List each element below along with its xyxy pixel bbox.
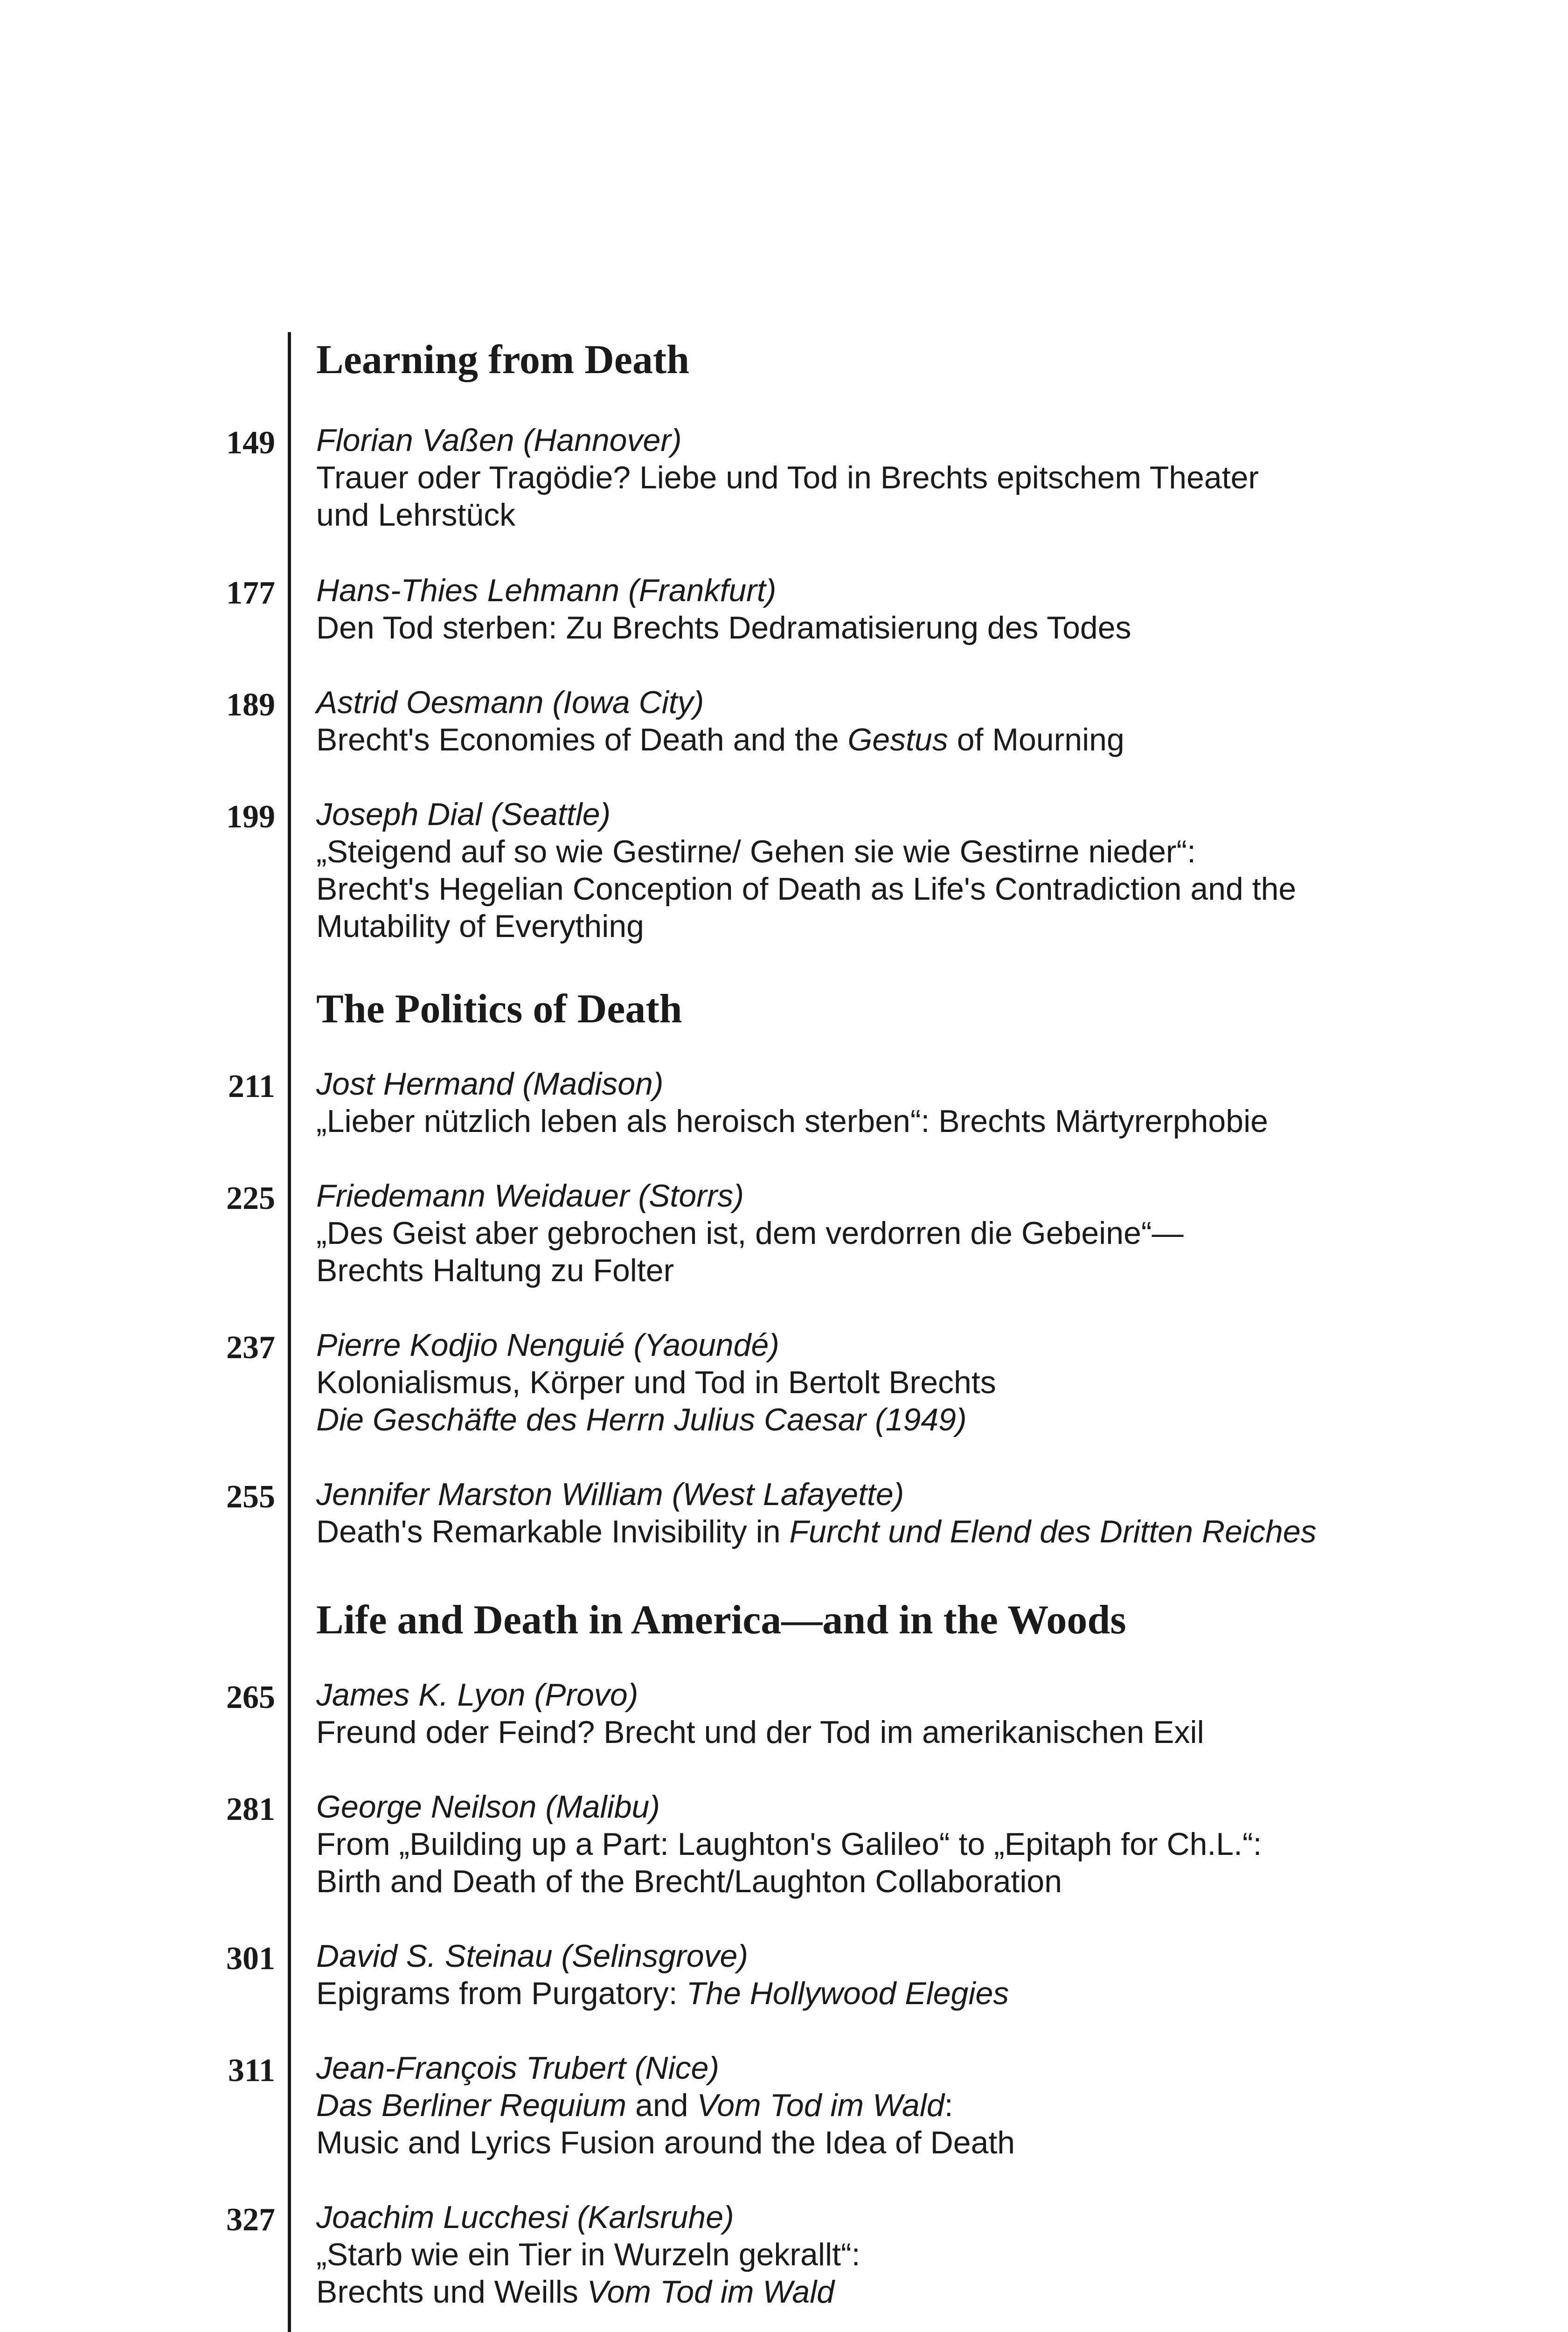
toc-entry <box>316 796 1510 945</box>
page-number: 255 <box>226 1479 275 1515</box>
toc-entry <box>316 422 1510 534</box>
page-number: 199 <box>226 799 275 835</box>
entry-title-line: Brecht's Hegelian Conception of Death as Life's Contradiction and the <box>316 871 1297 907</box>
entry-title-line: „Des Geist aber gebrochen ist, dem verdorren die Gebeine“— <box>316 1215 1184 1251</box>
entry-author: Hans-Thies Lehmann (Frankfurt) <box>316 573 777 608</box>
page-number: 225 <box>226 1180 275 1216</box>
entry-title-line: Epigrams from Purgatory: The Hollywood Elegies <box>316 1976 1009 2011</box>
toc-entry <box>316 1676 1510 1751</box>
entry-title-line: Den Tod sterben: Zu Brechts Dedramatisierung des Todes <box>316 610 1131 645</box>
entry-author: Jennifer Marston William (West Lafayette) <box>316 1477 904 1512</box>
entry-author: George Neilson (Malibu) <box>316 1789 660 1825</box>
entry-title-line: Mutability of Everything <box>316 909 644 944</box>
page-number: 237 <box>226 1330 275 1366</box>
entry-title-line: Music and Lyrics Fusion around the Idea of Death <box>316 2125 1015 2160</box>
page-number: 327 <box>226 2202 275 2238</box>
toc-entry <box>316 684 1510 758</box>
entry-title-line: Birth and Death of the Brecht/Laughton Collaboration <box>316 1864 1062 1899</box>
entry-title-line: Brechts Haltung zu Folter <box>316 1253 674 1288</box>
entry-title-line: From „Building up a Part: Laughton's Galileo“ to „Epitaph for Ch.L.“: <box>316 1826 1262 1862</box>
entry-title-line: „Starb wie ein Tier in Wurzeln gekrallt“: <box>316 2237 860 2272</box>
toc-entry <box>316 1177 1510 1289</box>
toc-entry <box>316 1476 1510 1550</box>
entry-author: Jost Hermand (Madison) <box>316 1066 664 1102</box>
entry-title-line: Die Geschäfte des Herrn Julius Caesar (1949) <box>316 1402 967 1437</box>
page-number: 149 <box>226 425 275 461</box>
entry-author: Joachim Lucchesi (Karlsruhe) <box>316 2200 734 2235</box>
page-number: 281 <box>226 1791 275 1827</box>
page-number: 311 <box>228 2053 275 2089</box>
vertical-rule <box>288 332 291 2332</box>
entry-title-line: Death's Remarkable Invisibility in Furcht und Elend des Dritten Reiches <box>316 1514 1317 1549</box>
page-number: 211 <box>228 1069 275 1104</box>
entry-title-line: „Steigend auf so wie Gestirne/ Gehen sie wie Gestirne nieder“: <box>316 834 1196 869</box>
page-number: 177 <box>226 575 275 611</box>
entry-author: Friedemann Weidauer (Storrs) <box>316 1178 744 1214</box>
entry-title-line: Brecht's Economies of Death and the Gestus of Mourning <box>316 722 1124 757</box>
toc-entry <box>316 572 1510 646</box>
page-number: 301 <box>226 1941 275 1977</box>
toc-entry <box>316 1326 1510 1438</box>
toc-entry <box>316 2199 1510 2311</box>
toc-entry <box>316 1065 1510 1140</box>
entry-title-line: Kolonialismus, Körper und Tod in Bertolt Brechts <box>316 1365 996 1400</box>
entry-author: James K. Lyon (Provo) <box>316 1677 638 1713</box>
page-number: 189 <box>226 687 275 723</box>
entry-title-line: „Lieber nützlich leben als heroisch sterben“: Brechts Märtyrerphobie <box>316 1104 1268 1139</box>
section-heading: The Politics of Death <box>316 986 682 1032</box>
entry-author: Pierre Kodjio Nenguié (Yaoundé) <box>316 1327 779 1363</box>
toc-entry <box>316 1937 1510 2012</box>
page-number: 265 <box>226 1680 275 1715</box>
toc-entry <box>316 1788 1510 1900</box>
entry-author: David S. Steinau (Selinsgrove) <box>316 1938 749 1974</box>
toc-entry <box>316 2049 1510 2161</box>
entry-title-line: Freund oder Feind? Brecht und der Tod im amerikanischen Exil <box>316 1714 1204 1750</box>
entry-author: Joseph Dial (Seattle) <box>316 797 611 832</box>
entry-title-line: Das Berliner Requium and Vom Tod im Wald: <box>316 2088 953 2123</box>
entry-author: Jean-François Trubert (Nice) <box>316 2050 720 2086</box>
entry-author: Florian Vaßen (Hannover) <box>316 423 682 458</box>
section-heading: Life and Death in America—and in the Woods <box>316 1597 1126 1643</box>
entry-title-line: und Lehrstück <box>316 497 516 533</box>
entry-title-line: Brechts und Weills Vom Tod im Wald <box>316 2274 835 2310</box>
entry-author: Astrid Oesmann (Iowa City) <box>316 685 704 720</box>
entry-title-line: Trauer oder Tragödie? Liebe und Tod in Brechts epitschem Theater <box>316 460 1259 495</box>
section-heading: Learning from Death <box>316 337 690 382</box>
